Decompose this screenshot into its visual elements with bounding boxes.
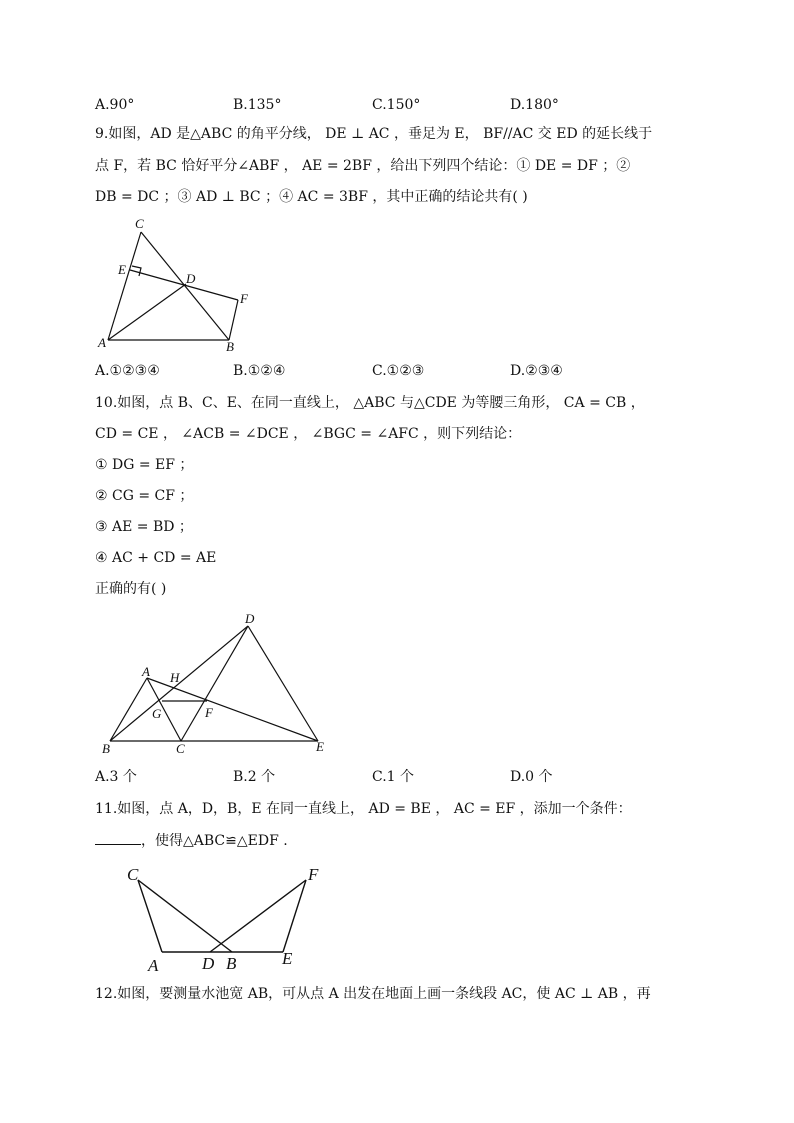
q8-option-b: B.135°	[233, 97, 282, 113]
q10-label-a: A	[142, 664, 150, 679]
q12-stem-line1: 12.如图，要测量水池宽 AB，可从点 A 出发在地面上画一条线段 AC，使 AC ⊥ AB ，再	[95, 986, 651, 1002]
q9-label-f: F	[240, 291, 248, 306]
q10-label-e: E	[316, 739, 324, 754]
q10-item-2: ② CG = CF ；	[95, 488, 194, 504]
q9-option-b: B.①②④	[233, 363, 286, 379]
q10-label-g: G	[152, 706, 162, 721]
q9-option-c: C.①②③	[372, 363, 425, 379]
q11-segment-fe	[283, 880, 306, 952]
q9-label-e: E	[118, 262, 126, 277]
q9-option-d: D.②③④	[510, 363, 563, 379]
q11-label-a: A	[148, 956, 159, 975]
q11-segment-ca	[138, 880, 162, 952]
q11-stem-line1: 11.如图，点 A，D，B，E 在同一直线上， AD = BE ， AC = EF ，添加一个条件：	[95, 801, 632, 817]
q9-stem-line2: 点 F，若 BC 恰好平分∠ABF ， AE = 2BF ，给出下列四个结论：① DE = DF ；②	[95, 158, 631, 174]
q8-option-a: A.90°	[95, 97, 135, 113]
q10-label-h: H	[170, 670, 180, 685]
q9-label-a: A	[98, 335, 106, 350]
q10-option-d: D.0 个	[510, 769, 553, 785]
q10-option-b: B.2 个	[233, 769, 276, 785]
q10-option-c: C.1 个	[372, 769, 415, 785]
q11-stem-line2-text: ，使得△ABC≌△EDF .	[141, 833, 288, 849]
q9-label-b: B	[226, 339, 234, 354]
q11-label-b: B	[226, 954, 237, 973]
q9-label-d: D	[186, 271, 196, 286]
q11-label-d: D	[202, 954, 215, 973]
q9-stem-line3: DB = DC ；③ AD ⊥ BC ；④ AC = 3BF ，其中正确的结论共有( )	[95, 189, 528, 205]
q11-segment-df	[210, 880, 306, 952]
q10-question: 正确的有( )	[95, 581, 167, 597]
q11-label-c: C	[127, 865, 139, 884]
q9-stem-line1: 9.如图，AD 是△ABC 的角平分线， DE ⊥ AC ，垂足为 E， BF//AC 交 ED 的延长线于	[95, 126, 653, 142]
q10-stem-line1: 10.如图，点 B、C、E、在同一直线上， △ABC 与△CDE 为等腰三角形， CA = CB ，	[95, 395, 645, 411]
q10-label-b: B	[102, 741, 110, 756]
q9-option-a: A.①②③④	[95, 363, 160, 379]
q8-option-d: D.180°	[510, 97, 559, 113]
q10-item-4: ④ AC + CD = AE	[95, 550, 217, 566]
q10-label-c: C	[176, 741, 185, 756]
q11-segment-cb	[138, 880, 232, 952]
q11-label-f: F	[308, 865, 319, 884]
q10-item-1: ① DG = EF ；	[95, 457, 194, 473]
q9-label-c: C	[135, 216, 144, 231]
q11-label-e: E	[282, 949, 293, 968]
q10-option-a: A.3 个	[95, 769, 137, 785]
q8-option-c: C.150°	[372, 97, 421, 113]
q10-label-d: D	[245, 611, 255, 626]
q10-stem-line2: CD = CE ， ∠ACB = ∠DCE ， ∠BGC = ∠AFC ，则下列结论：	[95, 426, 522, 442]
q10-item-3: ③ AE = BD ；	[95, 519, 193, 535]
q10-label-f: F	[205, 705, 213, 720]
